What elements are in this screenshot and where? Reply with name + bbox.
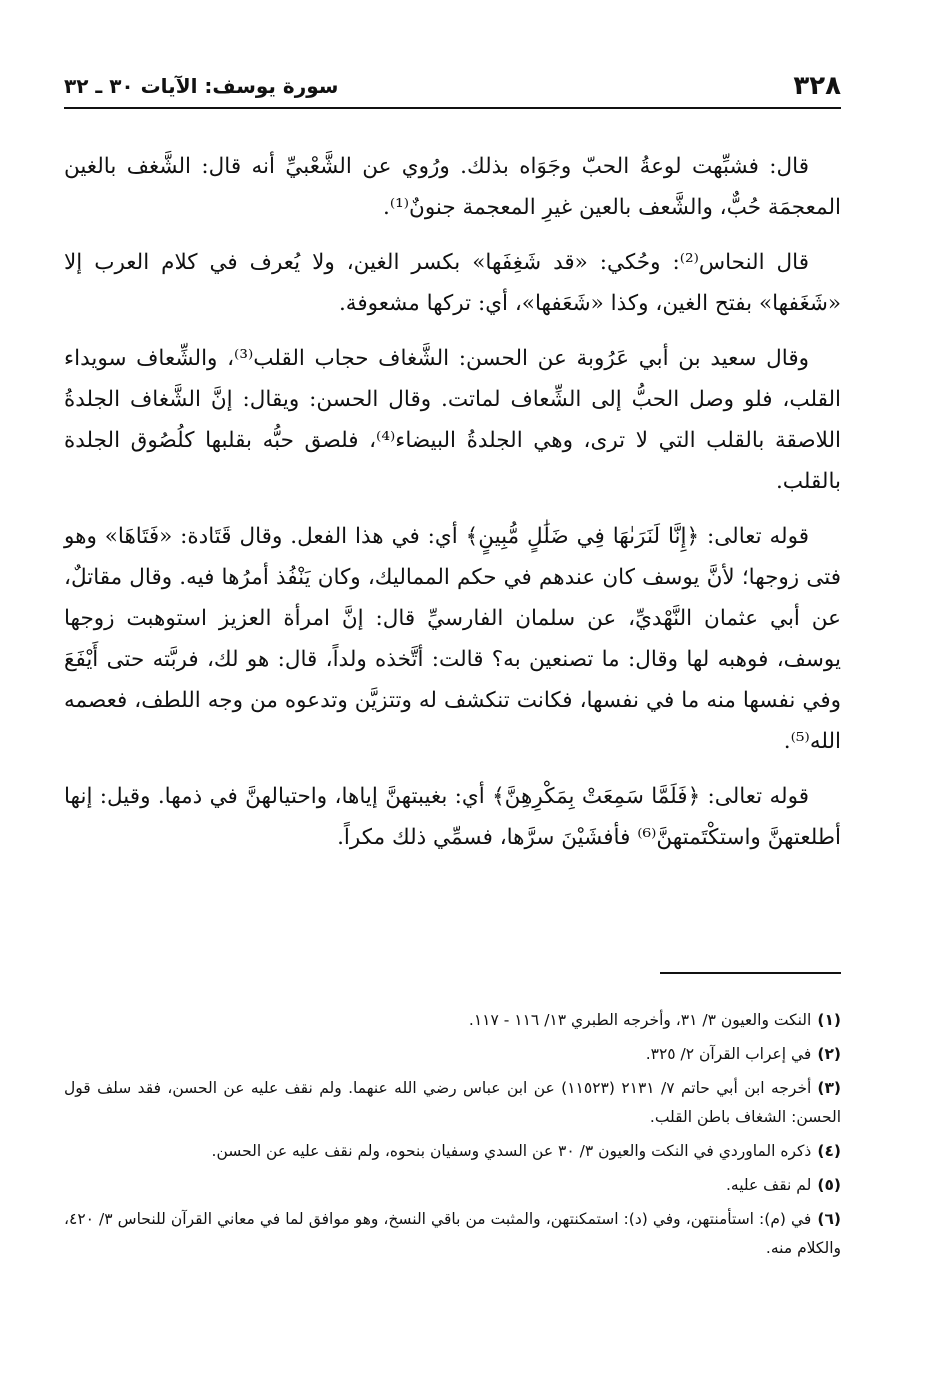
footnote-number: (٣) (817, 1079, 841, 1097)
footnote-text: في (م): استأمنتهن، وفي (د): استمكنتهن، والمثبت من باقي النسخ، وهو موافق لما في معاني القرآن للنحاس ٣/ ٤٢٠، والكلام منه. (64, 1210, 841, 1257)
footnote (64, 1205, 841, 1263)
footnote (64, 1040, 841, 1069)
footnote (64, 1006, 841, 1035)
paragraph: وقال سعيد بن أبي عَرُوبة عن الحسن: الشَّغاف حجاب القلب⁽³⁾، والشِّعاف سويداء القلب، فلو وصل الحبُّ إلى الشِّعاف لماتت. وقال الحسن: ويقال: إنَّ الشَّغاف الجلدةُ اللاصقة بالقلب التي لا ترى، وهي الجلدةُ البيضاء⁽⁴⁾، فلصق حبُّه بقلبها كلُصُوق الجلدة بالقلب. (64, 346, 841, 494)
header-divider (64, 107, 841, 109)
footnote-number: (٦) (817, 1210, 841, 1228)
main-text (64, 146, 841, 872)
footnote-number: (٥) (817, 1176, 841, 1194)
footnotes (64, 1006, 841, 1268)
footnote (64, 1171, 841, 1200)
footnote-text: لم نقف عليه. (725, 1176, 812, 1194)
footnote-text: النكت والعيون ٣/ ٣١، وأخرجه الطبري ١٣/ ١١٦ - ١١٧. (468, 1011, 812, 1029)
footnote-text: ذكره الماوردي في النكت والعيون ٣/ ٣٠ عن السدي وسفيان بنحوه، ولم نقف عليه عن الحسن. (211, 1142, 812, 1160)
footnote-text: أخرجه ابن أبي حاتم ٧/ ٢١٣١ (١١٥٢٣) عن ابن عباس رضي الله عنهما. ولم نقف عليه عن الحسن، فقد سلف قول الحسن: الشغاف باطن القلب. (64, 1079, 841, 1126)
paragraph: قوله تعالى: ﴿فَلَمَّا سَمِعَتْ بِمَكْرِهِنَّ﴾ أي: بغيبتهنَّ إياها، واحتيالهنَّ في ذمها. وقيل: إنها أطلعتهنَّ واستكْتَمتهنَّ⁽⁶⁾ فأفشَيْنَ سرَّها، فسمِّي ذلك مكراً. (64, 784, 841, 850)
footnote-text: في إعراب القرآن ٢/ ٣٢٥. (645, 1045, 812, 1063)
footnote-divider (660, 972, 841, 974)
paragraph: قال النحاس⁽²⁾: وحُكي: «قد شَغِفَها» بكسر الغين، ولا يُعرف في كلام العرب إلا «شَغَفها» بفتح الغين، وكذا «شَعَفها»، أي: تركها مشعوفة. (64, 250, 841, 316)
footnote (64, 1137, 841, 1166)
paragraph: قوله تعالى: ﴿إِنَّا لَنَرَىٰهَا فِي ضَلَٰلٍ مُّبِينٍ﴾ أي: في هذا الفعل. وقال قَتَادة: «فَتَاهَا» وهو فتى زوجها؛ لأنَّ يوسف كان عندهم في حكم المماليك، وكان يَنْفُذ أمرُها فيه. وقال مقاتلٌ، عن أبي عثمان النَّهْديِّ، عن سلمان الفارسيِّ قال: إنَّ امرأة العزيز استوهبت زوجها يوسف، فوهبه لها وقال: ما تصنعين به؟ قالت: أتَّخذه ولداً، قال: هو لك، فربَّته حتى أَيْفَعَ وفي نفسها منه ما في نفسها، فكانت تنكشف له وتتزيَّن وتدعوه من وجه اللطف، فعصمه الله⁽⁵⁾. (64, 524, 841, 754)
paragraph: قال: فشبِّهت لوعةُ الحبّ وجَوَاه بذلك. ورُوي عن الشَّعْبيِّ أنه قال: الشَّغف بالغين المعجمَة حُبٌّ، والشَّعف بالعين غيرِ المعجمة جنونٌ⁽¹⁾. (64, 154, 841, 220)
footnote-number: (٢) (817, 1045, 841, 1063)
footnote-number: (٤) (817, 1142, 841, 1160)
chapter-title: سورة يوسف: الآيات ٣٠ ـ ٣٢ (64, 74, 339, 98)
footnote-number: (١) (817, 1011, 841, 1029)
page-number: ٣٢٨ (793, 71, 841, 101)
running-header (64, 66, 841, 106)
footnote (64, 1074, 841, 1132)
